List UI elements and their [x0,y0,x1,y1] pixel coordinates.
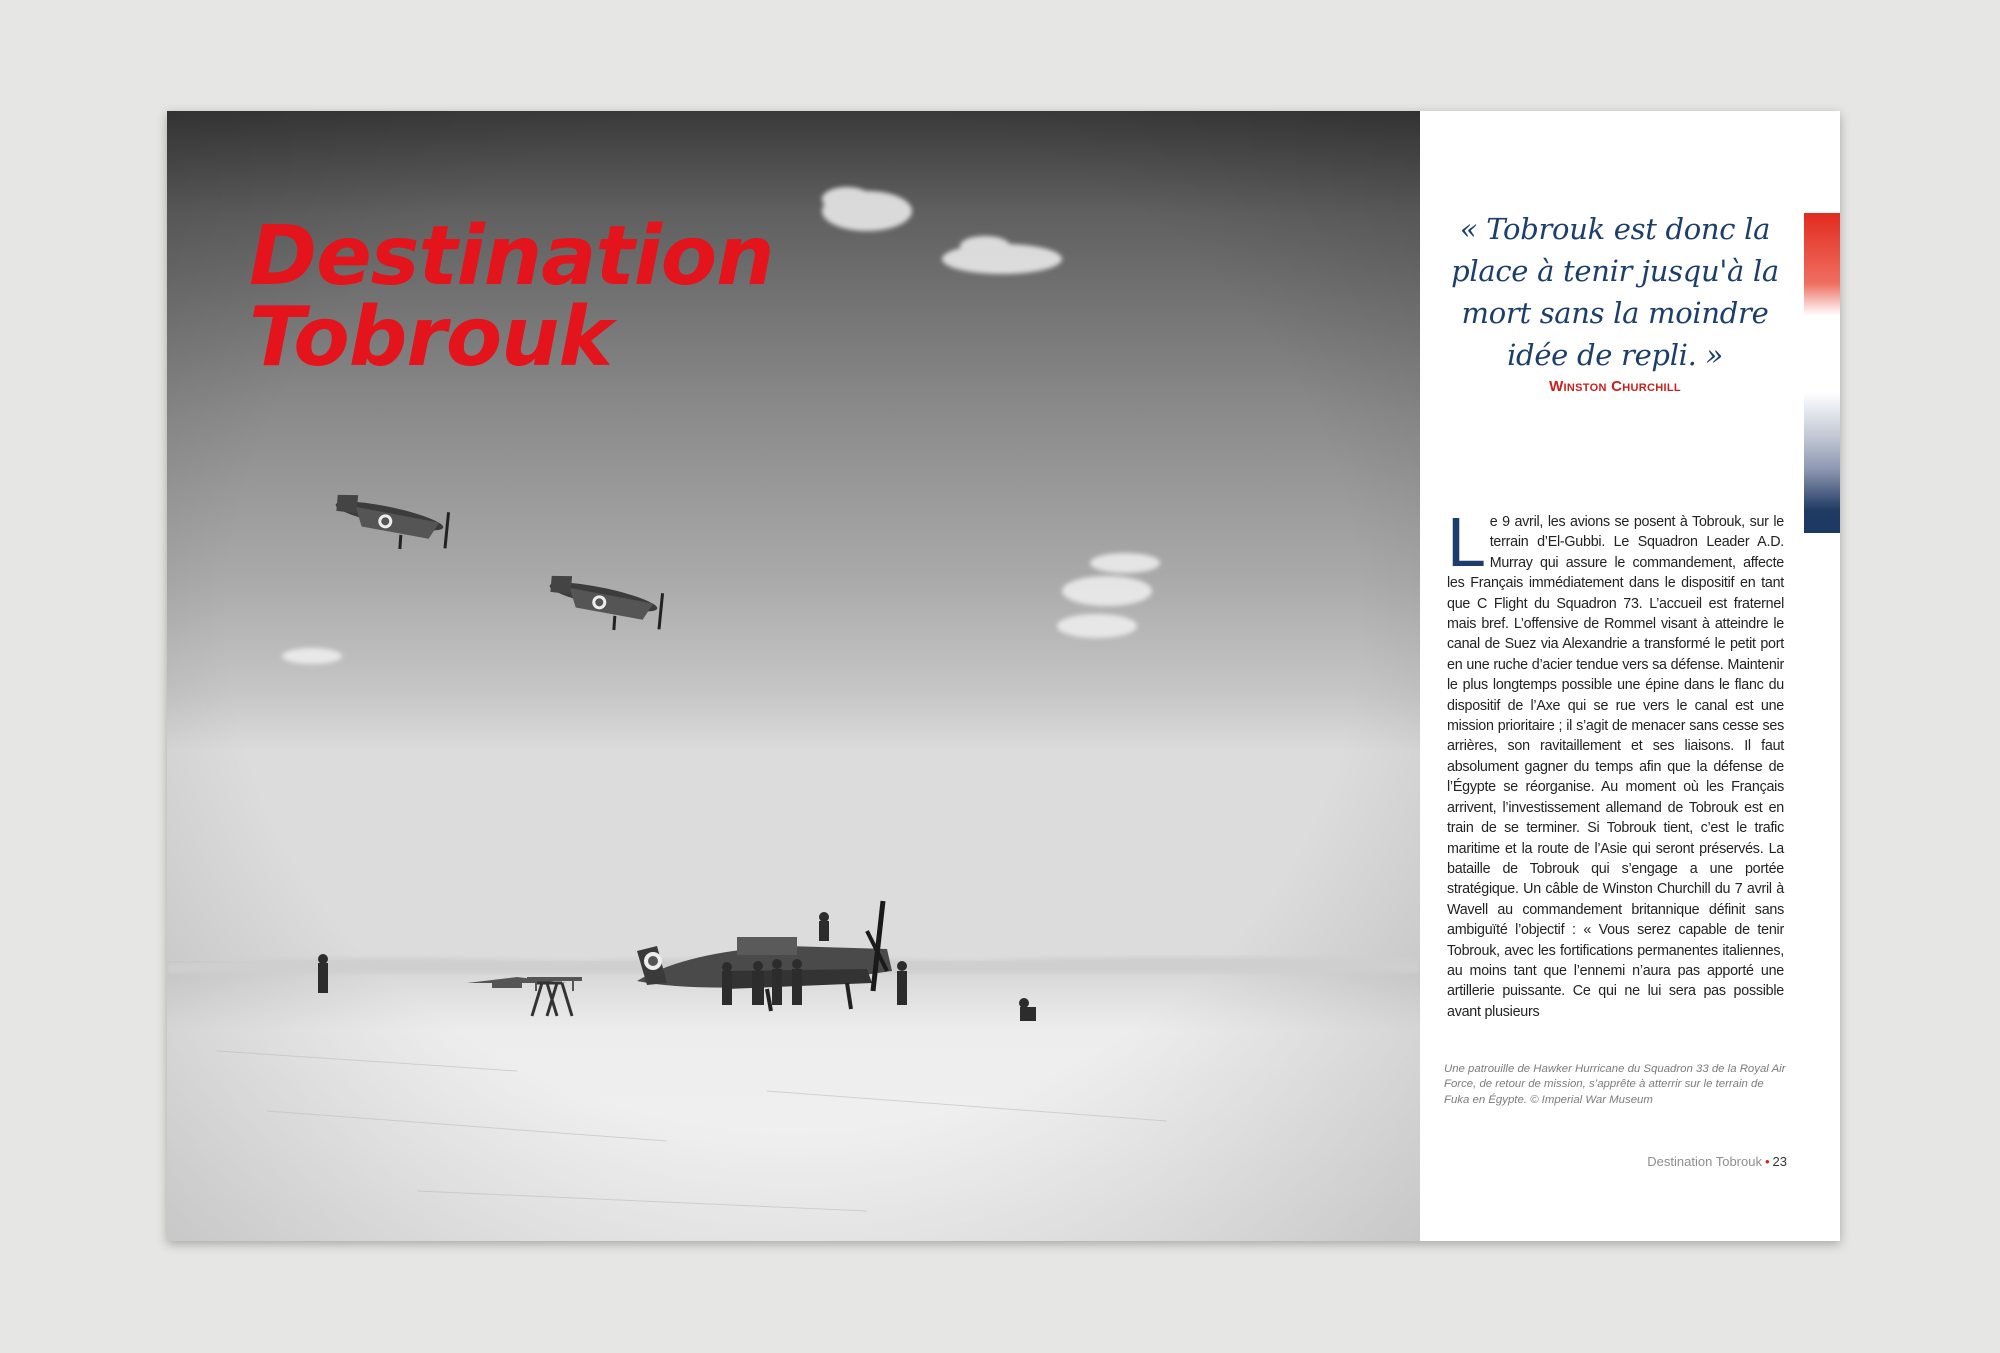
article-text: e 9 avril, les avions se posent à Tobrouk, sur le terrain d’El-Gubbi. Le Squadron Leader A.D. Murray qui assure le commandement, affecte les Français immédiatement dans le dispositif en tant que C Flight du Squadron 73. L’accueil est fraternel mais bref. L’offensive de Rommel visant à atteindre le canal de Suez via Alexandrie a transformé le petit port en une ruche d’acier tendue vers sa défense. Maintenir le plus longtemps possible une épine dans le flanc du dispositif de l’Axe qui se rue vers le canal est une mission prioritaire ; il s’agit de menacer sans cesse ses arrières, son ravitaillement et ses liaisons. Il faut absolument gagner du temps afin que la défense de l’Égypte se réorganise. Au moment où les Français arrivent, l’investissement allemand de Tobrouk est en train de se terminer. Si Tobrouk tient, c’est le trafic maritime et la route de l’Asie qui seront préservés. La bataille de Tobrouk qui s’engage a une portée stratégique. Un câble de Winston Churchill du 7 avril à Wavell au commandement britannique définit sans ambiguïté l’objectif : « Vous serez capable de tenir Tobrouk, avec les fortifications permanentes italiennes, au moins tant que l’ennemi n’aura pas apporté une artillerie puissante. Ce qui ne lui sera pas possible avant plusieurs [1447,514,1784,1020]
tricolor-flag-bar [1804,213,1840,533]
hurricane-airfield-photo [167,111,1420,1241]
page-headline [249,209,774,385]
drop-cap: L [1447,503,1486,581]
page-folio [1442,1154,1787,1169]
headline-line-2: Tobrouk [249,290,613,385]
headline-line-1: Destination [249,209,774,304]
pull-quote [1427,208,1803,395]
quote-author: Winston Churchill [1549,378,1681,395]
page-number: 23 [1772,1154,1787,1169]
photo-caption: Une patrouille de Hawker Hurricane du Squadron 33 de la Royal Air Force, de retour de mission, s’apprête à atterrir sur le terrain de Fuka en Égypte. © Imperial War Museum [1444,1063,1786,1106]
article-body [1447,503,1784,1022]
folio-title: Destination Tobrouk [1647,1154,1762,1169]
folio-bullet: • [1764,1154,1770,1169]
magazine-spread [167,111,1840,1241]
quote-text: « Tobrouk est donc la place à tenir jusqu'à la mort sans la moindre idée de repli. » [1451,212,1779,372]
